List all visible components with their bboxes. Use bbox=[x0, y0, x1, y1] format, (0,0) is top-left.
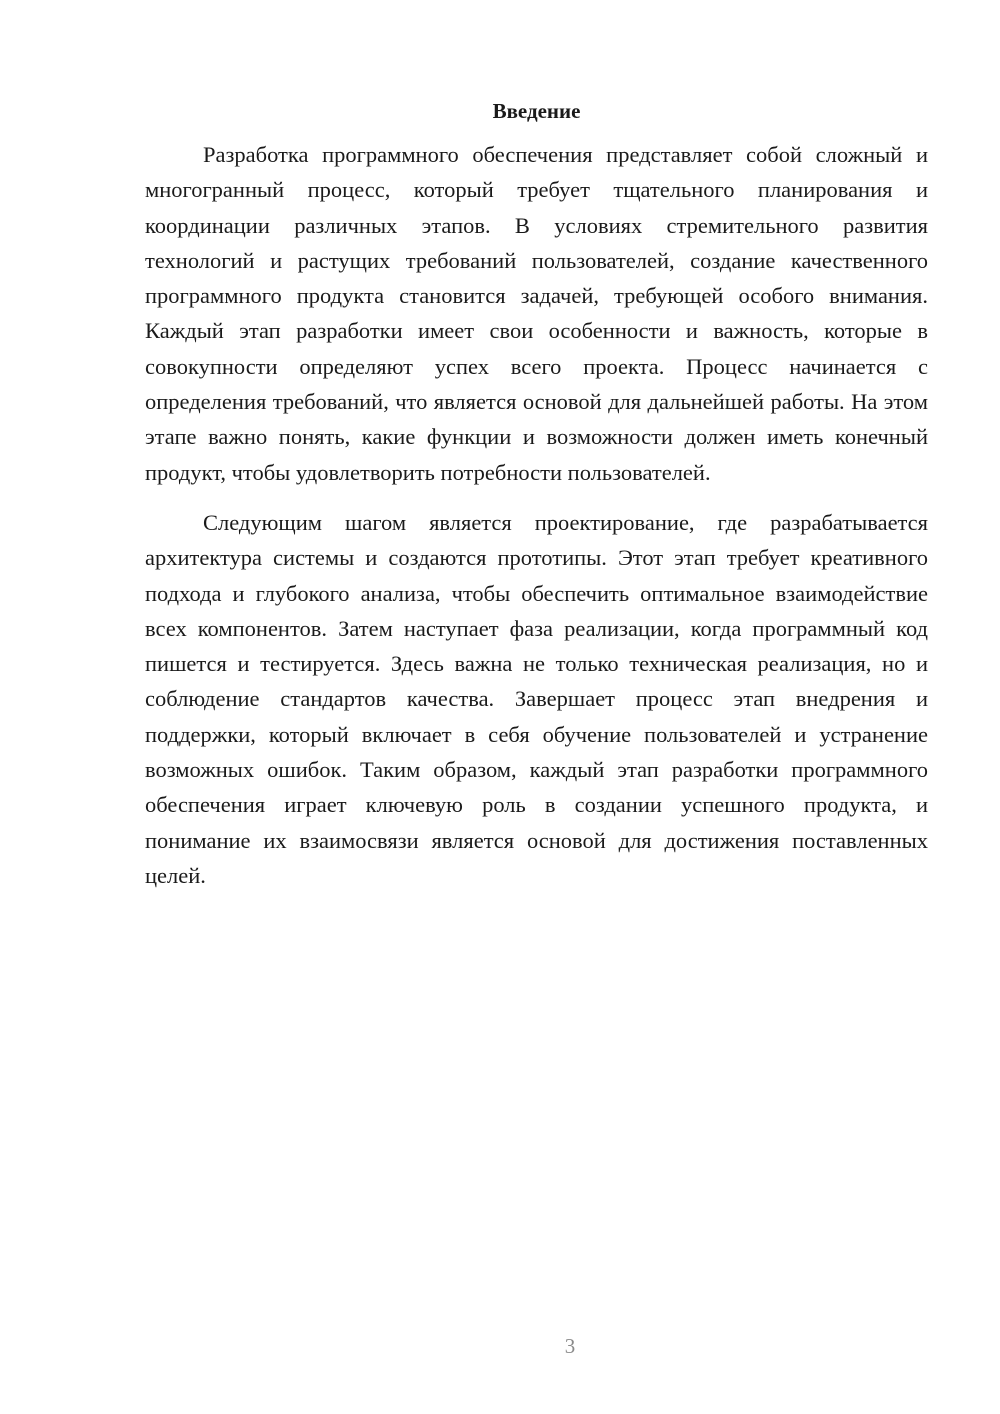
page-number: 3 bbox=[564, 1334, 576, 1358]
paragraph-2: Следующим шагом является проектирование, где разрабатывается архитектура системы и создаются прототипы. Этот этап требует креативного подхода и глубокого анализа, чтобы обеспечить оптимальное взаимодействие всех компонентов. Затем наступает фаза реализации, когда программный код пишется и тестируется. Здесь важна не только техническая реализация, но и соблюдение стандартов качества. Завершает процесс этап внедрения и поддержки, который включает в себя обучение пользователей и устранение возможных ошибок. Таким образом, каждый этап разработки программного обеспечения играет ключевую роль в создании успешного продукта, и понимание их взаимосвязи является основой для достижения поставленных целей. bbox=[145, 509, 928, 888]
paragraph-1: Разработка программного обеспечения представляет собой сложный и многогранный процесс, который требует тщательного планирования и координации различных этапов. В условиях стремительного развития технологий и растущих требований пользователей, создание качественного программного продукта становится задачей, требующей особого внимания. Каждый этап разработки имеет свои особенности и важность, которые в совокупности определяют успех всего проекта. Процесс начинается с определения требований, что является основой для дальнейшей работы. На этом этапе важно понять, какие функции и возможности должен иметь конечный продукт, чтобы удовлетворить потребности пользователей. bbox=[145, 142, 928, 485]
page-content bbox=[145, 96, 928, 893]
section-title: Введение bbox=[492, 99, 581, 123]
